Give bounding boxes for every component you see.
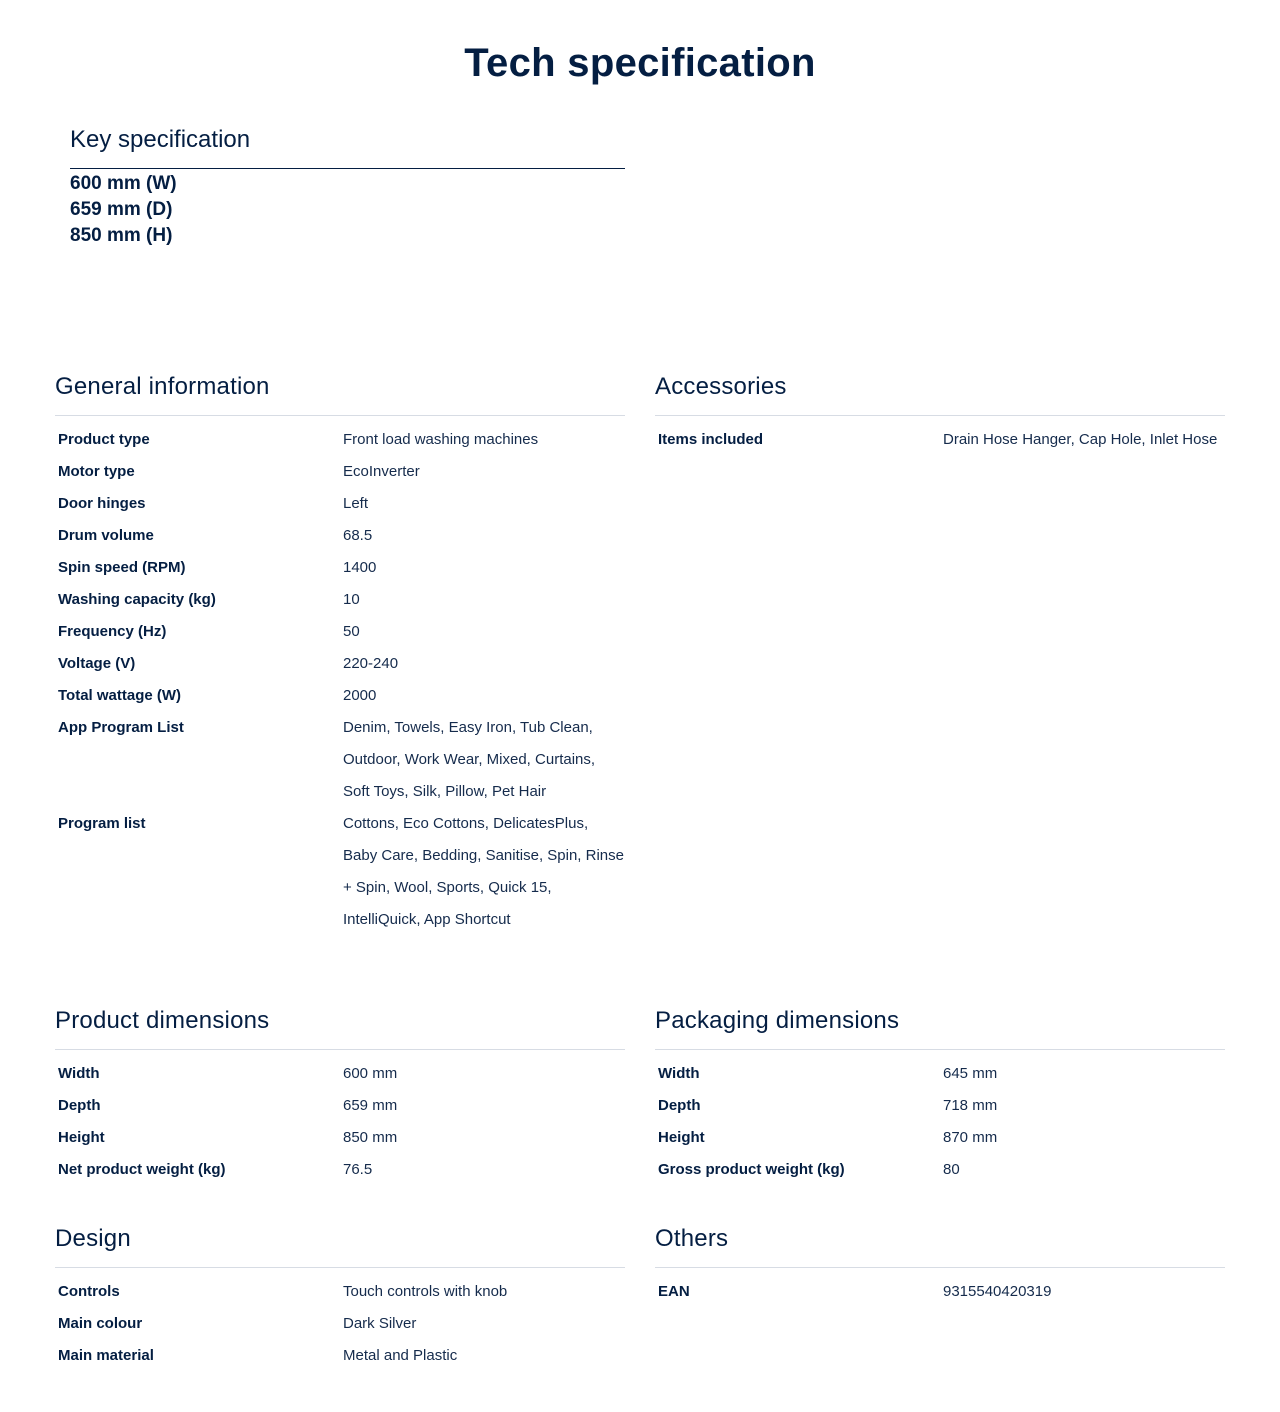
spec-label: App Program List	[58, 719, 184, 736]
spec-row	[55, 1154, 625, 1186]
spec-label: Depth	[58, 1097, 101, 1114]
spec-label: Program list	[58, 815, 146, 832]
section-general-information	[55, 371, 625, 936]
key-specification	[70, 122, 625, 249]
spec-value: 76.5	[343, 1161, 373, 1178]
key-spec-width: 600 mm (W)	[70, 173, 177, 194]
spec-row	[55, 808, 625, 936]
spec-table	[55, 1276, 625, 1372]
section-design	[55, 1223, 625, 1372]
spec-label: Washing capacity (kg)	[58, 591, 216, 608]
key-specification-heading: Key specification	[70, 122, 625, 169]
spec-row	[55, 616, 625, 648]
spec-label: Spin speed (RPM)	[58, 559, 186, 576]
spec-row	[55, 1090, 625, 1122]
spec-label: Main colour	[58, 1315, 143, 1332]
spec-label: Height	[658, 1129, 705, 1146]
spec-value: 220-240	[343, 655, 399, 672]
spec-value: Dark Silver	[343, 1315, 417, 1332]
spec-table	[55, 1058, 625, 1186]
spec-value: 718 mm	[943, 1097, 998, 1114]
spec-row	[55, 456, 625, 488]
section-accessories	[655, 371, 1225, 456]
spec-label: EAN	[658, 1283, 690, 1300]
spec-table	[55, 424, 625, 936]
spec-value: 870 mm	[943, 1129, 998, 1146]
spec-row	[655, 1122, 1225, 1154]
section-heading: Others	[655, 1223, 1225, 1268]
spec-label: Controls	[58, 1283, 120, 1300]
spec-table	[655, 1276, 1225, 1308]
section-heading: Accessories	[655, 371, 1225, 416]
spec-table	[655, 1058, 1225, 1186]
spec-value: 659 mm	[343, 1097, 398, 1114]
spec-value: Front load washing machines	[343, 431, 539, 448]
spec-label: Width	[658, 1065, 700, 1082]
section-heading: Packaging dimensions	[655, 1005, 1225, 1050]
key-specification-list	[70, 171, 625, 249]
spec-label: Product type	[58, 431, 150, 448]
spec-value: 80	[943, 1161, 960, 1178]
spec-row	[55, 680, 625, 712]
spec-row	[655, 1058, 1225, 1090]
spec-value: Metal and Plastic	[343, 1347, 458, 1364]
spec-row	[655, 1276, 1225, 1308]
section-product-dimensions	[55, 1005, 625, 1186]
spec-value: 645 mm	[943, 1065, 998, 1082]
spec-label: Drum volume	[58, 527, 154, 544]
spec-value: 2000	[343, 687, 377, 704]
key-spec-depth: 659 mm (D)	[70, 199, 173, 220]
spec-row	[55, 1276, 625, 1308]
spec-row	[55, 648, 625, 680]
spec-label: Main material	[58, 1347, 154, 1364]
section-heading: Product dimensions	[55, 1005, 625, 1050]
spec-value: Cottons, Eco Cottons, DelicatesPlus, Baby Care, Bedding, Sanitise, Spin, Rinse + Spin, Wool, Sports, Quick 15, IntelliQuick, App Shortcut	[343, 815, 624, 928]
section-heading: Design	[55, 1223, 625, 1268]
spec-value: Drain Hose Hanger, Cap Hole, Inlet Hose	[943, 431, 1218, 448]
spec-row	[655, 1090, 1225, 1122]
spec-row	[55, 552, 625, 584]
spec-label: Motor type	[58, 463, 135, 480]
section-others	[655, 1223, 1225, 1308]
spec-row	[55, 712, 625, 808]
spec-label: Gross product weight (kg)	[658, 1161, 845, 1178]
spec-label: Depth	[658, 1097, 701, 1114]
spec-label: Height	[58, 1129, 105, 1146]
spec-value: Left	[343, 495, 369, 512]
page-title: Tech specification	[464, 41, 816, 85]
spec-label: Net product weight (kg)	[58, 1161, 226, 1178]
spec-value: 68.5	[343, 527, 373, 544]
spec-row	[55, 1308, 625, 1340]
spec-table	[655, 424, 1225, 456]
spec-label: Door hinges	[58, 495, 146, 512]
spec-label: Voltage (V)	[58, 655, 136, 672]
spec-row	[55, 584, 625, 616]
spec-value: 9315540420319	[943, 1283, 1052, 1300]
spec-row	[55, 1122, 625, 1154]
spec-row	[655, 424, 1225, 456]
spec-value: 850 mm	[343, 1129, 398, 1146]
key-spec-height: 850 mm (H)	[70, 225, 173, 246]
section-heading: General information	[55, 371, 625, 416]
spec-label: Width	[58, 1065, 100, 1082]
spec-value: Touch controls with knob	[343, 1283, 508, 1300]
spec-value: Denim, Towels, Easy Iron, Tub Clean, Outdoor, Work Wear, Mixed, Curtains, Soft Toys, Silk, Pillow, Pet Hair	[343, 719, 596, 800]
spec-value: 1400	[343, 559, 377, 576]
spec-value: 600 mm	[343, 1065, 398, 1082]
spec-value: EcoInverter	[343, 463, 420, 480]
spec-row	[55, 1340, 625, 1372]
spec-row	[55, 520, 625, 552]
spec-row	[55, 488, 625, 520]
section-packaging-dimensions	[655, 1005, 1225, 1186]
spec-label: Total wattage (W)	[58, 687, 182, 704]
spec-row	[55, 424, 625, 456]
spec-value: 50	[343, 623, 360, 640]
spec-row	[55, 1058, 625, 1090]
spec-label: Items included	[658, 431, 764, 448]
spec-label: Frequency (Hz)	[58, 623, 167, 640]
spec-row	[655, 1154, 1225, 1186]
spec-value: 10	[343, 591, 360, 608]
